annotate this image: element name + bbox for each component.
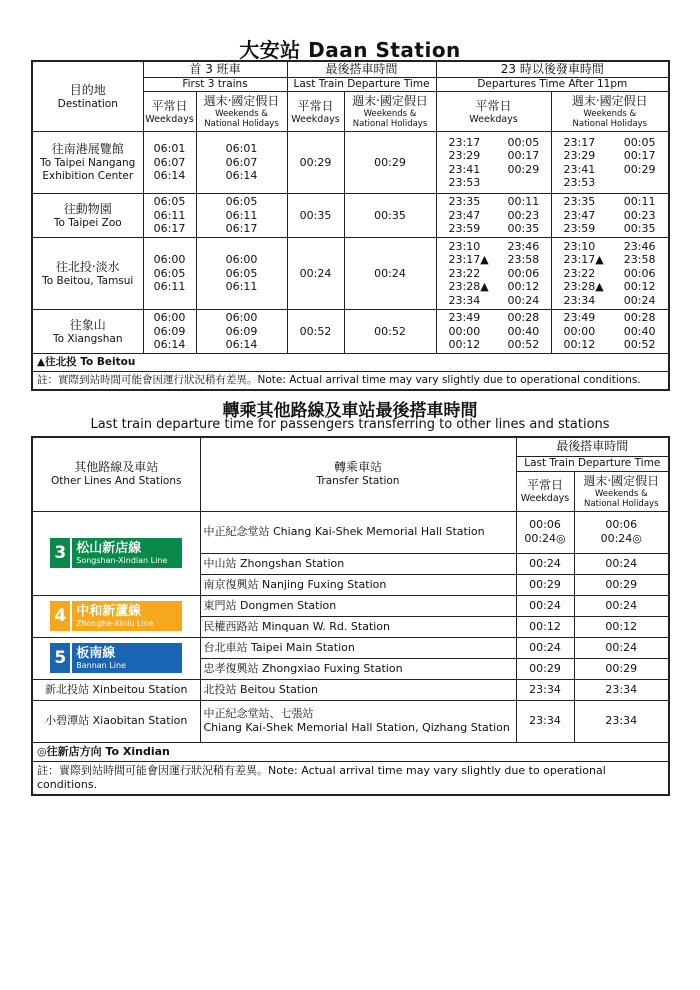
header-last: 最後搭車時間	[516, 437, 669, 456]
time-column	[494, 195, 551, 236]
line-station-cell: 小碧潭站 Xiaobitan Station	[32, 700, 200, 742]
station-name: 中正紀念堂站、七張站	[203, 707, 314, 720]
disclaimer-note: 註：實際到站時間可能會因運行狀況稍有差異。Note: Actual arrival time may vary slightly due to operational conditions.	[32, 372, 669, 391]
time-value: 00:06	[623, 266, 656, 280]
time-value: 23:34	[563, 293, 596, 307]
time-value: 06:14	[153, 338, 186, 352]
time-value: 23:22	[563, 266, 596, 280]
first-trains-cell	[143, 132, 196, 194]
transfer-row	[32, 679, 669, 700]
time-value: 00:52	[299, 324, 332, 338]
time-value: 06:14	[225, 169, 258, 183]
station-name: 台北車站 Taipei Main Station	[203, 640, 355, 654]
time-value: 06:17	[225, 222, 258, 236]
time-value: 00:12	[605, 619, 638, 633]
time-value: 00:06	[605, 518, 638, 531]
time-value: 06:05	[153, 266, 186, 280]
time-value: 06:11	[153, 208, 186, 222]
time-value: 00:24	[605, 556, 638, 570]
last-train-cell	[516, 616, 574, 637]
time-value	[624, 176, 668, 190]
destination-row	[32, 132, 669, 194]
destination-cell	[32, 310, 143, 354]
time-value: 00:11	[507, 195, 540, 209]
line-number: 4	[50, 601, 72, 631]
line-name-en: Bannan Line	[76, 660, 126, 670]
after-11pm-cell	[436, 310, 551, 354]
time-value: 00:24	[529, 598, 561, 612]
time-value: 00:24	[507, 293, 540, 307]
time-column	[610, 195, 668, 236]
station-name: 東門站 Dongmen Station	[203, 598, 337, 612]
time-value: 23:29	[448, 149, 481, 162]
time-value: 00:29	[623, 162, 656, 176]
after-11pm-cell	[551, 132, 669, 194]
transfer-title: 轉乘其他路線及車站最後搭車時間	[222, 401, 478, 421]
destination-cell	[32, 132, 143, 194]
time-value: 23:29	[563, 149, 596, 162]
time-value: 00:29	[529, 577, 561, 591]
first-trains-cell	[196, 310, 287, 354]
last-train-cell	[287, 310, 344, 354]
time-value: 00:35	[299, 208, 332, 222]
header-weekdays: 平常日 Weekdays	[287, 92, 344, 132]
transfer-station-cell	[200, 658, 516, 679]
time-value: 00:12	[448, 338, 481, 352]
time-value: 06:01	[153, 142, 186, 156]
time-column	[437, 311, 494, 352]
last-train-cell	[574, 637, 669, 658]
last-train-cell	[516, 658, 574, 679]
time-value: 23:34	[448, 293, 481, 307]
header-transfer: 轉乘車站 Transfer Station	[200, 437, 516, 511]
time-value: 23:53	[563, 176, 596, 189]
time-value: 00:24◎	[600, 532, 642, 545]
time-value: 23:28▲	[563, 280, 604, 294]
time-value: 00:35	[623, 222, 656, 236]
last-train-cell	[287, 238, 344, 310]
time-value: 00:35	[374, 208, 406, 222]
time-value: 00:52	[374, 324, 406, 338]
disclaimer-note: 註：實際到站時間可能會因運行狀況稍有差異。Note: Actual arrival time may vary slightly due to operational conditions.	[32, 761, 669, 795]
transfer-row	[32, 595, 669, 616]
time-column	[610, 136, 668, 190]
destination-en: To Xiangshan	[53, 332, 123, 345]
transfer-station-cell	[200, 553, 516, 574]
time-value: 06:05	[153, 195, 186, 209]
time-value: 06:01	[225, 142, 258, 156]
time-value: 00:29	[605, 661, 638, 675]
time-value: 00:12	[623, 280, 656, 294]
destination-zh: 往象山	[69, 317, 106, 332]
transfer-station-cell	[200, 679, 516, 700]
line-name-zh: 板南線	[76, 645, 116, 661]
last-train-cell	[344, 194, 436, 238]
header-destination: 目的地 Destination	[32, 61, 143, 132]
time-value: 00:40	[507, 324, 540, 338]
time-value: 06:07	[153, 155, 186, 169]
header-first3: 首 3 班車	[143, 61, 287, 78]
last-train-cell	[574, 553, 669, 574]
time-column	[610, 240, 668, 308]
after-11pm-cell	[551, 310, 669, 354]
time-value: 00:06	[507, 266, 540, 280]
first-trains-cell	[143, 238, 196, 310]
transfer-table	[31, 436, 670, 796]
transfer-station-cell	[200, 637, 516, 658]
time-value: 06:09	[153, 324, 186, 338]
time-value: 23:41	[448, 162, 481, 176]
destination-zh: 往南港展覽館	[51, 142, 124, 156]
time-value: 23:59	[563, 222, 596, 236]
transfer-station-cell	[200, 574, 516, 595]
after-11pm-cell	[436, 238, 551, 310]
time-value: 00:29	[605, 577, 638, 591]
last-train-cell	[516, 574, 574, 595]
header-last-en: Last Train Departure Time	[287, 78, 436, 92]
time-value: 00:24	[605, 598, 638, 612]
time-value: 23:47	[563, 208, 596, 222]
time-value: 00:24	[623, 293, 656, 307]
line-name	[72, 643, 182, 673]
header-last-en: Last Train Departure Time	[516, 456, 669, 471]
line-cell	[32, 637, 200, 679]
header-after: 23 時以後發車時間	[436, 61, 669, 78]
time-column	[552, 240, 610, 308]
first-trains-cell	[143, 194, 196, 238]
header-weekends: 週末‧國定假日 Weekends & National Holidays	[196, 92, 287, 132]
time-value: 23:35	[448, 195, 481, 209]
time-value: 00:24	[374, 266, 406, 280]
line-name-zh: 中和新蘆線	[76, 603, 142, 619]
time-value: 23:34	[529, 682, 561, 696]
last-train-cell	[344, 310, 436, 354]
page-title: 大安站 Daan Station	[239, 38, 461, 62]
time-value: 00:00	[563, 324, 596, 338]
time-value: 06:00	[153, 253, 186, 267]
header-first3-en: First 3 trains	[143, 78, 287, 92]
station-name: 南京復興站 Nanjing Fuxing Station	[203, 577, 387, 591]
after-11pm-cell	[436, 194, 551, 238]
transfer-station-cell	[200, 616, 516, 637]
time-value: 23:17	[563, 135, 596, 149]
time-value: 06:05	[225, 266, 258, 280]
time-column	[494, 311, 551, 352]
time-value: 06:11	[225, 208, 258, 222]
destination-row	[32, 194, 669, 238]
time-value: 06:09	[225, 324, 258, 338]
last-train-cell	[516, 595, 574, 616]
time-value: 23:17▲	[563, 253, 604, 267]
time-value: 00:12	[507, 280, 540, 294]
time-column	[552, 311, 610, 352]
line-number: 3	[50, 538, 72, 568]
last-train-cell	[516, 700, 574, 742]
last-train-cell	[516, 553, 574, 574]
first-trains-cell	[196, 132, 287, 194]
last-train-cell	[516, 637, 574, 658]
line-name-en: Zhonghe-Xinlu Line	[76, 618, 154, 628]
last-train-cell	[574, 679, 669, 700]
station-name: 民權西路站 Minquan W. Rd. Station	[203, 619, 391, 633]
time-value: 23:34	[529, 714, 561, 727]
last-train-cell	[516, 511, 574, 553]
time-value: 00:29	[374, 155, 406, 169]
last-train-cell	[516, 679, 574, 700]
time-value: 23:17▲	[448, 253, 489, 267]
time-value: 00:28	[623, 311, 656, 325]
time-value: 00:12	[563, 338, 596, 352]
destination-en: Exhibition Center	[42, 170, 134, 182]
time-value: 23:17	[448, 135, 481, 149]
last-train-cell	[574, 511, 669, 553]
destination-en: To Taipei Zoo	[53, 216, 122, 229]
legend-beitou: ▲往北投 To Beitou	[32, 354, 669, 372]
header-weekdays: 平常日 Weekdays	[143, 92, 196, 132]
last-train-cell	[574, 616, 669, 637]
time-column	[494, 240, 551, 308]
destination-en: To Taipei Nangang	[40, 157, 136, 169]
header-weekends: 週末‧國定假日 Weekends & National Holidays	[574, 471, 669, 511]
destination-zh: 往動物園	[63, 201, 112, 216]
time-value: 00:40	[623, 324, 656, 338]
time-column	[494, 136, 551, 190]
last-train-cell	[344, 238, 436, 310]
line-name	[72, 538, 182, 568]
last-train-cell	[574, 700, 669, 742]
destination-zh: 往北投‧淡水	[55, 259, 120, 274]
time-value: 23:10	[448, 239, 481, 253]
after-11pm-cell	[436, 132, 551, 194]
time-column	[437, 195, 494, 236]
line-name-en: Songshan-Xindian Line	[76, 555, 168, 565]
time-value: 00:23	[623, 208, 656, 222]
time-column	[610, 311, 668, 352]
header-last: 最後搭車時間	[287, 61, 436, 78]
destination-cell	[32, 238, 143, 310]
line-name	[72, 601, 182, 631]
time-value: 00:28	[507, 311, 540, 325]
time-value: 00:06	[529, 518, 561, 531]
line-number: 5	[50, 643, 72, 673]
transfer-row	[32, 637, 669, 658]
station-name: 北投站 Beitou Station	[203, 682, 318, 696]
time-value: 23:59	[448, 222, 481, 236]
time-value: 06:14	[225, 338, 258, 352]
first-trains-cell	[143, 310, 196, 354]
time-value: 00:17	[623, 149, 656, 162]
time-value: 23:46	[507, 239, 540, 253]
time-value: 23:46	[623, 239, 656, 253]
time-value: 23:58	[623, 253, 656, 267]
time-value: 06:05	[225, 195, 258, 209]
station-name: 中正紀念堂站 Chiang Kai-Shek Memorial Hall Station	[203, 525, 485, 538]
line-badge	[50, 601, 182, 631]
time-value: 06:11	[153, 280, 186, 294]
last-train-cell	[344, 132, 436, 194]
time-value: 23:22	[448, 266, 481, 280]
last-train-cell	[287, 194, 344, 238]
header-lines: 其他路線及車站 Other Lines And Stations	[32, 437, 200, 511]
time-value: 00:52	[507, 338, 540, 352]
time-value: 23:34	[605, 682, 638, 696]
destination-en: To Beitou, Tamsui	[42, 274, 134, 287]
last-train-cell	[287, 132, 344, 194]
time-value: 00:35	[507, 222, 540, 236]
line-badge	[50, 538, 182, 568]
time-value: 23:28▲	[448, 280, 489, 294]
transfer-station-cell	[200, 595, 516, 616]
time-value: 06:14	[153, 169, 186, 183]
time-value: 00:12	[529, 619, 561, 633]
transfer-row	[32, 511, 669, 553]
time-value: 06:00	[225, 253, 258, 267]
last-train-cell	[574, 595, 669, 616]
line-station-cell: 新北投站 Xinbeitou Station	[32, 679, 200, 700]
time-column	[437, 136, 494, 190]
time-value: 00:24	[529, 640, 561, 654]
time-value: 00:05	[623, 135, 656, 149]
line-name-zh: 松山新店線	[76, 540, 142, 556]
time-value: 00:05	[507, 135, 540, 149]
time-column	[552, 195, 610, 236]
time-value: 23:58	[507, 253, 540, 267]
after-11pm-cell	[551, 194, 669, 238]
time-value: 06:00	[225, 311, 258, 325]
station-name: 中山站 Zhongshan Station	[203, 556, 345, 570]
time-value: 00:17	[507, 149, 540, 162]
time-value: 23:49	[563, 311, 596, 325]
time-value: 00:23	[507, 208, 540, 222]
transfer-station-cell	[200, 511, 516, 553]
header-weekdays: 平常日 Weekdays	[436, 92, 551, 132]
transfer-station-cell	[200, 700, 516, 742]
time-value: 00:24◎	[524, 532, 566, 545]
time-value: 00:24	[605, 640, 638, 654]
transfer-row	[32, 700, 669, 742]
time-value	[508, 176, 551, 190]
time-value: 23:10	[563, 239, 596, 253]
time-value: 23:53	[448, 176, 481, 189]
first-trains-cell	[196, 194, 287, 238]
station-name: 忠孝復興站 Zhongxiao Fuxing Station	[203, 661, 403, 675]
timetable	[31, 60, 670, 391]
time-value: 06:11	[225, 280, 258, 294]
transfer-subtitle: Last train departure time for passengers transferring to other lines and stations	[90, 417, 610, 432]
time-value: 23:47	[448, 208, 481, 222]
legend-xindian: ◎往新店方向 To Xindian	[32, 742, 669, 761]
time-value: 23:49	[448, 311, 481, 325]
time-value: 00:24	[299, 266, 332, 280]
time-value: 00:29	[299, 155, 332, 169]
time-value: 06:07	[225, 155, 258, 169]
time-value: 23:35	[563, 195, 596, 209]
time-value: 23:41	[563, 162, 596, 176]
line-badge	[50, 643, 182, 673]
last-train-cell	[574, 574, 669, 595]
time-value: 23:34	[605, 714, 638, 727]
after-11pm-cell	[551, 238, 669, 310]
destination-row	[32, 238, 669, 310]
line-cell	[32, 595, 200, 637]
time-column	[437, 240, 494, 308]
line-cell	[32, 511, 200, 595]
header-weekends: 週末‧國定假日 Weekends & National Holidays	[344, 92, 436, 132]
first-trains-cell	[196, 238, 287, 310]
time-value: 00:11	[623, 195, 656, 209]
header-weekdays: 平常日 Weekdays	[516, 471, 574, 511]
time-value: 06:17	[153, 222, 186, 236]
time-value: 00:24	[529, 556, 561, 570]
header-weekends: 週末‧國定假日 Weekends & National Holidays	[551, 92, 669, 132]
station-name: Chiang Kai-Shek Memorial Hall Station, Qizhang Station	[203, 721, 510, 734]
time-column	[552, 136, 610, 190]
time-value: 00:52	[623, 338, 656, 352]
destination-cell	[32, 194, 143, 238]
time-value: 00:29	[507, 162, 540, 176]
last-train-cell	[574, 658, 669, 679]
destination-row	[32, 310, 669, 354]
time-value: 06:00	[153, 311, 186, 325]
header-after-en: Departures Time After 11pm	[436, 78, 669, 92]
time-value: 00:29	[529, 661, 561, 675]
time-value: 00:00	[448, 324, 481, 338]
